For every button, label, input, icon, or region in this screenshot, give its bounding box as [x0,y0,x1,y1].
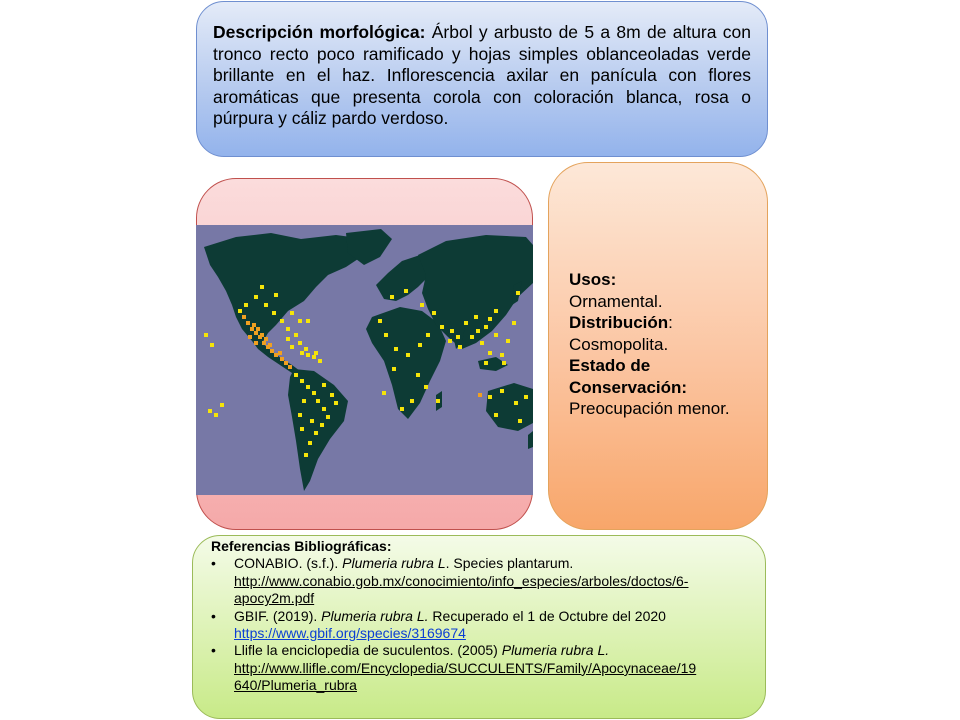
occurrence-point [274,293,278,297]
occurrence-point [476,329,480,333]
occurrence-point [410,399,414,403]
reference-link[interactable]: http://www.conabio.gob.mx/conocimiento/info_especies/arboles/doctos/6- apocy2m.pdf [234,572,689,607]
occurrence-point [314,351,318,355]
occurrence-point [524,395,528,399]
bullet: • [211,607,216,624]
estado-label-2: Conservación: [569,377,688,397]
occurrence-point [300,351,304,355]
occurrence-point [440,325,444,329]
occurrence-point [264,337,268,341]
occurrence-point [252,323,256,327]
occurrence-point [308,441,312,445]
description-box [196,1,768,157]
occurrence-point [254,331,258,335]
occurrence-point [318,359,322,363]
occurrence-point [270,349,274,353]
occurrence-point [474,315,478,319]
occurrence-point [250,327,254,331]
occurrence-point [436,399,440,403]
occurrence-point [298,341,302,345]
occurrence-point [300,427,304,431]
distribution-map [196,225,533,495]
occurrence-point [448,339,452,343]
occurrence-point [424,385,428,389]
reference-link[interactable]: https://www.gbif.org/species/3169674 [234,625,466,642]
occurrence-point [488,351,492,355]
distribucion-label: Distribución [569,313,669,332]
distribucion-value: Cosmopolita. [569,334,669,354]
occurrence-point [304,453,308,457]
occurrence-point [288,365,292,369]
occurrence-point [418,343,422,347]
reference-item [211,608,745,643]
bullet: • [211,642,216,659]
occurrence-point [432,311,436,315]
occurrence-point [316,399,320,403]
occurrence-point [512,321,516,325]
occurrence-point [506,339,510,343]
occurrence-point [394,347,398,351]
reference-rest: . Species plantarum. [445,555,574,572]
occurrence-point [306,385,310,389]
occurrence-point [404,289,408,293]
occurrence-point [208,409,212,413]
occurrence-point [294,373,298,377]
reference-title: Plumeria rubra L. [501,642,610,659]
bullet: • [211,555,216,572]
occurrence-point [238,309,242,313]
occurrence-point [246,321,250,325]
occurrence-point [494,333,498,337]
occurrence-point [264,303,268,307]
occurrence-point [416,373,420,377]
occurrence-point [390,295,394,299]
world-map-image [196,225,533,495]
occurrence-point [330,393,334,397]
occurrence-point [260,285,264,289]
usos-label: Usos: [569,270,617,289]
occurrence-point [322,407,326,411]
occurrence-point [284,361,288,365]
references-title: Referencias Bibliográficas: [211,538,392,554]
occurrence-point [280,357,284,361]
occurrence-point [518,419,522,423]
occurrence-point [278,351,282,355]
occurrence-point [334,401,338,405]
reference-link[interactable]: http://www.llifle.com/Encyclopedia/SUCCULENTS/Family/Apocynaceae/19 640/Plumeria_rubra [234,659,697,694]
reference-author: GBIF. (2019). [234,607,322,624]
occurrence-point [320,423,324,427]
occurrence-point [500,353,504,357]
reference-author: CONABIO. (s.f.). [234,555,343,572]
reference-title: Plumeria rubra L [342,555,446,572]
reference-title: Plumeria rubra L. [321,607,429,624]
occurrence-point [312,355,316,359]
occurrence-point [306,353,310,357]
occurrence-point [514,401,518,405]
occurrence-point [268,343,272,347]
occurrence-point [494,309,498,313]
occurrence-point [312,391,316,395]
description-text: Árbol y arbusto de 5 a 8m de altura con tronco recto poco ramificado y hojas simples oblanceoladas verde brillante en el haz. Inflorescencia axilar en panícula con flores aromáticas que presenta corola con coloración blanca, rosa o púrpura y cáliz pardo verdoso. [213,22,751,128]
occurrence-point [272,311,276,315]
occurrence-point [392,367,396,371]
reference-author: Llifle la enciclopedia de suculentos. (2005) [234,642,502,659]
occurrence-point [382,391,386,395]
occurrence-point [420,303,424,307]
occurrence-point [298,319,302,323]
occurrence-point [256,327,260,331]
occurrence-point [456,335,460,339]
occurrence-point [260,333,264,337]
occurrence-point [450,329,454,333]
estado-label-1: Estado de [569,356,651,375]
occurrence-point [286,327,290,331]
description-label: Descripción morfológica: [213,22,426,42]
occurrence-point [290,311,294,315]
references-list [211,555,745,694]
occurrence-point [310,419,314,423]
occurrence-point [290,345,294,349]
occurrence-point [500,389,504,393]
occurrence-point [242,315,246,319]
reference-rest: Recuperado el 1 de Octubre del 2020 [428,607,666,624]
estado-value: Preocupación menor. [569,399,730,418]
occurrence-point [484,361,488,365]
occurrence-point [314,431,318,435]
occurrence-point [254,341,258,345]
references-box [192,535,766,719]
occurrence-point [384,333,388,337]
occurrence-point [480,341,484,345]
occurrence-point [478,393,482,397]
usos-value: Ornamental. [569,291,663,311]
occurrence-point [470,335,474,339]
occurrence-point [494,413,498,417]
occurrence-point [294,333,298,337]
info-box [548,162,768,530]
occurrence-point [464,321,468,325]
occurrence-point [458,345,462,349]
reference-item [211,642,745,694]
occurrence-point [306,319,310,323]
occurrence-point [286,337,290,341]
occurrence-point [488,317,492,321]
occurrence-point [322,383,326,387]
occurrence-point [400,407,404,411]
occurrence-point [254,295,258,299]
occurrence-point [280,319,284,323]
occurrence-point [248,335,252,339]
occurrence-point [516,291,520,295]
occurrence-point [326,415,330,419]
occurrence-point [502,361,506,365]
occurrence-point [274,353,278,357]
occurrence-point [210,343,214,347]
occurrence-point [406,353,410,357]
occurrence-point [304,347,308,351]
occurrence-point [426,333,430,337]
occurrence-point [484,325,488,329]
occurrence-point [262,341,266,345]
occurrence-point [298,413,302,417]
occurrence-point [300,379,304,383]
occurrence-point [244,303,248,307]
occurrence-point [204,333,208,337]
reference-item [211,555,745,607]
occurrence-point [220,403,224,407]
occurrence-point [488,395,492,399]
occurrence-point [214,413,218,417]
distribucion-colon: : [668,313,673,332]
occurrence-point [378,319,382,323]
occurrence-point [302,399,306,403]
